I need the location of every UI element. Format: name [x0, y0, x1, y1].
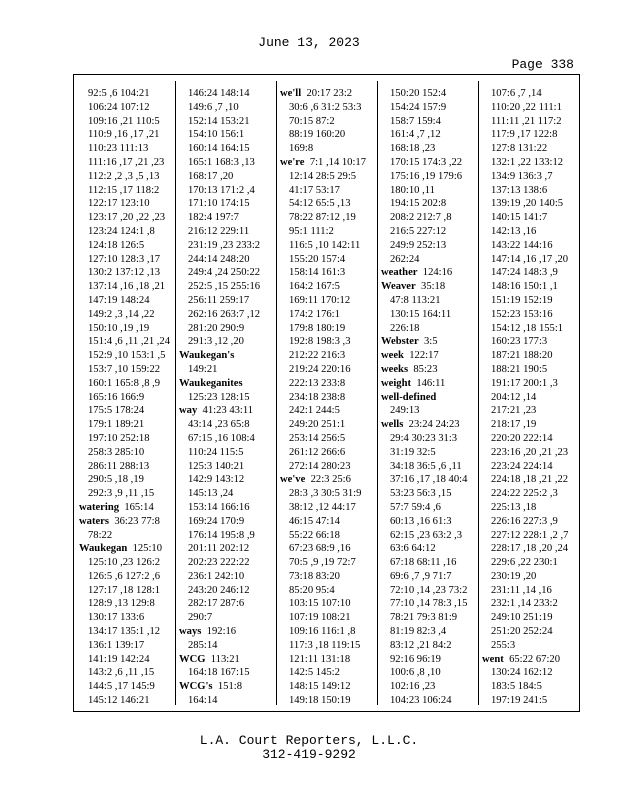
index-entry-line: 134:9 136:3 ,7 — [491, 170, 553, 182]
index-entry-line: 137:13 138:6 — [491, 184, 548, 196]
index-entry-line: 218:17 ,19 — [491, 419, 537, 431]
index-headword: Waukegan's — [179, 350, 235, 362]
index-entry-line: 102:16 ,23 — [390, 681, 436, 693]
index-entry-line: 227:12 228:1 ,2 ,7 — [491, 529, 569, 541]
index-entry-line: 47:8 113:21 — [390, 294, 441, 306]
index-entry-line: 62:15 ,23 63:2 ,3 — [390, 529, 463, 541]
index-headword: waters — [79, 515, 110, 527]
index-entry-line: 67:18 68:11 ,16 — [390, 557, 457, 569]
index-entry-line: 149:21 — [188, 363, 218, 375]
index-entry-line: 125:23 128:15 — [188, 391, 250, 403]
index-headword: weeks — [381, 363, 409, 375]
index-entry-line: 161:4 ,7 ,12 — [390, 129, 441, 141]
index-entry-line: 286:11 288:13 — [88, 460, 150, 472]
index-entry-line: 124:18 126:5 — [88, 239, 145, 251]
index-entry-line: 222:13 233:8 — [289, 377, 346, 389]
index-entry-line: 142:13 ,16 — [491, 225, 537, 237]
index-entry-line: 228:17 ,18 ,20 ,24 — [491, 543, 569, 555]
footer-phone: 312-419-9292 — [262, 747, 356, 762]
index-entry-word — [79, 501, 177, 515]
index-references: 125:10 — [127, 543, 163, 555]
index-entry-line: 53:23 56:3 ,15 — [390, 488, 452, 500]
index-entry-line: 194:15 202:8 — [390, 198, 447, 210]
index-entry-line: 223:16 ,20 ,21 ,23 — [491, 446, 569, 458]
index-entry-line: 55:22 66:18 — [289, 529, 340, 541]
index-references: 192:16 — [201, 626, 237, 638]
index-entry-line: 54:12 65:5 ,13 — [289, 198, 351, 210]
index-entry-line: 216:5 227:12 — [390, 225, 447, 237]
index-entry-line: 249:4 ,24 250:22 — [188, 267, 261, 279]
index-entry-line: 231:19 ,23 233:2 — [188, 239, 261, 251]
index-references: 146:11 — [411, 377, 446, 389]
column-divider — [478, 81, 479, 705]
index-references: 41:23 43:11 — [197, 405, 254, 417]
index-headword: ways — [179, 626, 202, 638]
index-entry-line: 112:15 ,17 118:2 — [88, 184, 160, 196]
index-entry-line: 219:24 220:16 — [289, 363, 351, 375]
index-entry-line: 150:10 ,19 ,19 — [88, 322, 150, 334]
footer-company: L.A. Court Reporters, L.L.C. — [199, 733, 419, 748]
column-divider — [276, 81, 277, 705]
index-entry-line: 243:20 246:12 — [188, 584, 250, 596]
index-entry-line: 160:1 165:8 ,8 ,9 — [88, 377, 161, 389]
index-entry-line: 130:15 164:11 — [390, 308, 452, 320]
index-entry-line: 134:17 135:1 ,12 — [88, 626, 161, 638]
index-entry-line: 12:14 28:5 29:5 — [289, 170, 357, 182]
index-entry-line: 192:8 198:3 ,3 — [289, 336, 351, 348]
index-entry-line: 34:18 36:5 ,6 ,11 — [390, 460, 462, 472]
index-entry-line: 204:12 ,14 — [491, 391, 537, 403]
index-entry-line: 249:20 251:1 — [289, 419, 346, 431]
index-entry-line: 201:11 202:12 — [188, 543, 250, 555]
index-entry-line: 225:13 ,18 — [491, 501, 537, 513]
index-entry-line: 144:5 ,17 145:9 — [88, 681, 155, 693]
index-entry-line: 224:18 ,18 ,21 ,22 — [491, 474, 569, 486]
index-entry-line: 281:20 290:9 — [188, 322, 245, 334]
index-entry-line: 70:5 ,9 ,19 72:7 — [289, 557, 356, 569]
index-entry-line: 232:1 ,14 233:2 — [491, 598, 558, 610]
index-entry-word — [179, 680, 277, 694]
index-references: 23:24 24:23 — [403, 419, 460, 431]
index-entry-line: 38:12 ,12 44:17 — [289, 501, 356, 513]
index-entry-line: 165:16 166:9 — [88, 391, 145, 403]
index-entry-line: 223:24 224:14 — [491, 460, 553, 472]
index-entry-line: 226:18 — [390, 322, 420, 334]
index-entry-line: 107:6 ,7 ,14 — [491, 88, 542, 99]
index-entry-line: 137:14 ,16 ,18 ,21 — [88, 281, 166, 293]
index-entry-line: 179:8 180:19 — [289, 322, 346, 334]
index-entry-line: 127:8 131:22 — [491, 143, 548, 155]
index-entry-line: 234:18 238:8 — [289, 391, 346, 403]
index-entry-word — [79, 515, 177, 529]
index-entry-line: 249:10 251:19 — [491, 612, 553, 624]
index-entry-line: 291:3 ,12 ,20 — [188, 336, 244, 348]
index-references: 3:5 — [418, 336, 438, 348]
index-entry-line: 151:4 ,6 ,11 ,21 ,24 — [88, 336, 171, 348]
index-entry-line: 208:2 212:7 ,8 — [390, 212, 452, 224]
index-entry-line: 125:10 ,23 126:2 — [88, 557, 161, 569]
index-entry-line: 290:7 — [188, 612, 213, 624]
index-entry-line: 57:7 59:4 ,6 — [390, 501, 441, 513]
index-entry-line: 148:15 149:12 — [289, 681, 351, 693]
index-entry-line: 191:17 200:1 ,3 — [491, 377, 558, 389]
index-entry-line: 158:7 159:4 — [390, 115, 441, 127]
index-entry-line: 231:11 ,14 ,16 — [491, 584, 552, 596]
index-entry-line: 217:21 ,23 — [491, 405, 537, 417]
index-entry-word — [179, 404, 277, 418]
page-number: Page 338 — [511, 57, 574, 72]
index-entry-line: 149:2 ,3 ,14 ,22 — [88, 308, 155, 320]
index-entry-line: 229:6 ,22 230:1 — [491, 557, 558, 569]
index-entry-line: 103:15 107:10 — [289, 598, 351, 610]
index-headword: we're — [280, 156, 305, 168]
index-entry-line: 169:11 170:12 — [289, 294, 351, 306]
index-entry-line: 147:14 ,16 ,17 ,20 — [491, 253, 569, 265]
index-entry-line: 152:23 153:16 — [491, 308, 553, 320]
index-entry-line: 292:3 ,9 ,11 ,15 — [88, 488, 155, 500]
index-headword: weight — [381, 377, 412, 389]
index-entry-line: 130:24 162:12 — [491, 667, 553, 679]
index-entry-line: 253:14 256:5 — [289, 432, 346, 444]
index-entry-line: 148:16 150:1 ,1 — [491, 281, 558, 293]
index-entry-line: 160:23 177:3 — [491, 336, 548, 348]
index-entry-line: 72:10 ,14 ,23 73:2 — [390, 584, 468, 596]
index-entry-line: 147:24 148:3 ,9 — [491, 267, 558, 279]
index-entry-line: 236:1 242:10 — [188, 570, 245, 582]
index-entry-word — [381, 418, 479, 432]
index-entry-line: 110:20 ,22 111:1 — [491, 101, 562, 113]
index-column-5 — [482, 87, 580, 708]
index-entry-line: 220:20 222:14 — [491, 432, 553, 444]
index-entry-line: 176:14 195:8 ,9 — [188, 529, 255, 541]
index-entry-line: 145:12 146:21 — [88, 695, 150, 707]
index-entry-line: 142:9 143:12 — [188, 474, 245, 486]
index-entry-line: 85:20 95:4 — [289, 584, 335, 596]
index-entry-word — [381, 349, 479, 363]
index-entry-line: 67:15 ,16 108:4 — [188, 432, 255, 444]
index-entry-line: 143:2 ,6 ,11 ,15 — [88, 667, 155, 679]
index-entry-line: 147:19 148:24 — [88, 294, 150, 306]
index-entry-line: 109:16 ,21 110:5 — [88, 115, 160, 127]
index-entry-line: 154:10 156:1 — [188, 129, 245, 141]
index-references: 20:17 23:2 — [301, 88, 353, 99]
index-entry-line: 170:13 171:2 ,4 — [188, 184, 255, 196]
index-entry-line: 174:2 176:1 — [289, 308, 340, 320]
index-entry-line: 170:15 174:3 ,22 — [390, 156, 463, 168]
index-entry-line: 81:19 82:3 ,4 — [390, 626, 447, 638]
index-frame — [73, 74, 580, 712]
index-entry-line: 155:20 157:4 — [289, 253, 346, 265]
index-entry-line: 216:12 229:11 — [188, 225, 250, 237]
index-entry-line: 149:6 ,7 ,10 — [188, 101, 239, 113]
index-entry-line: 158:14 161:3 — [289, 267, 346, 279]
index-entry-line: 125:3 140:21 — [188, 460, 245, 472]
column-divider — [377, 81, 378, 705]
index-entry-line: 164:18 167:15 — [188, 667, 250, 679]
index-headword: Webster — [381, 336, 419, 348]
index-entry-line: 262:16 263:7 ,12 — [188, 308, 261, 320]
index-entry-line: 154:24 157:9 — [390, 101, 447, 113]
index-entry-line: 123:24 124:1 ,8 — [88, 225, 155, 237]
index-references: 65:22 67:20 — [503, 653, 560, 665]
index-entry-line: 140:15 141:7 — [491, 212, 548, 224]
index-column-1 — [79, 87, 177, 708]
index-entry-line: 70:15 87:2 — [289, 115, 335, 127]
index-entry-line: 164:2 167:5 — [289, 281, 340, 293]
index-entry-line: 37:16 ,17 ,18 40:4 — [390, 474, 468, 486]
index-entry-line: 255:3 — [491, 639, 516, 651]
index-entry-line: 130:2 137:12 ,13 — [88, 267, 161, 279]
index-entry-line: 127:17 ,18 128:1 — [88, 584, 161, 596]
index-entry-line: 123:17 ,20 ,22 ,23 — [88, 212, 166, 224]
index-entry-word — [482, 653, 580, 667]
index-entry-line: 249:9 252:13 — [390, 239, 447, 251]
index-entry-word — [79, 542, 177, 556]
index-entry-word — [381, 335, 479, 349]
index-entry-line: 212:22 216:3 — [289, 350, 346, 362]
index-entry-line: 43:14 ,23 65:8 — [188, 419, 250, 431]
index-references: 165:14 — [119, 501, 154, 513]
index-headword: WCG — [179, 653, 206, 665]
index-entry-line: 141:19 142:24 — [88, 653, 150, 665]
index-entry-line: 230:19 ,20 — [491, 570, 537, 582]
index-entry-line: 77:10 ,14 78:3 ,15 — [390, 598, 468, 610]
index-entry-line: 249:13 — [390, 405, 420, 417]
index-entry-line: 78:22 87:12 ,19 — [289, 212, 356, 224]
index-column-2 — [179, 87, 277, 708]
index-entry-line: 30:6 ,6 31:2 53:3 — [289, 101, 362, 113]
index-entry-line: 187:21 188:20 — [491, 350, 553, 362]
index-entry-line: 78:22 — [88, 529, 113, 541]
index-entry-line: 83:12 ,21 84:2 — [390, 639, 452, 651]
index-entry-line: 183:5 184:5 — [491, 681, 542, 693]
index-entry-line: 78:21 79:3 81:9 — [390, 612, 458, 624]
index-entry-line: 116:5 ,10 142:11 — [289, 239, 361, 251]
index-headword: went — [482, 653, 504, 665]
index-entry-word — [381, 363, 479, 377]
index-entry-word — [381, 391, 479, 405]
index-headword: Waukeganites — [179, 377, 243, 389]
index-entry-word — [280, 87, 378, 101]
index-entry-line: 31:19 32:5 — [390, 446, 436, 458]
index-entry-line: 258:3 285:10 — [88, 446, 145, 458]
index-entry-line: 197:19 241:5 — [491, 695, 548, 707]
index-entry-line: 122:17 123:10 — [88, 198, 150, 210]
index-entry-line: 92:16 96:19 — [390, 653, 441, 665]
index-entry-word — [280, 473, 378, 487]
index-entry-line: 146:24 148:14 — [188, 88, 250, 99]
index-entry-line: 169:24 170:9 — [188, 515, 245, 527]
index-entry-line: 282:17 287:6 — [188, 598, 245, 610]
index-entry-line: 127:10 128:3 ,17 — [88, 253, 161, 265]
index-entry-line: 151:19 152:19 — [491, 294, 553, 306]
index-entry-line: 149:18 150:19 — [289, 695, 351, 707]
index-entry-line: 182:4 197:7 — [188, 212, 239, 224]
index-entry-word — [179, 625, 277, 639]
index-references: 85:23 — [408, 363, 438, 375]
index-headword: we've — [280, 474, 306, 486]
index-headword: way — [179, 405, 198, 417]
index-entry-line: 180:10 ,11 — [390, 184, 435, 196]
index-entry-line: 60:13 ,16 61:3 — [390, 515, 452, 527]
index-references: 36:23 77:8 — [109, 515, 160, 527]
index-entry-line: 104:23 106:24 — [390, 695, 452, 707]
index-entry-line: 285:14 — [188, 639, 218, 651]
index-entry-word — [381, 280, 479, 294]
index-entry-line: 110:24 115:5 — [188, 446, 244, 458]
index-entry-line: 132:1 ,22 133:12 — [491, 156, 564, 168]
index-entry-line: 261:12 266:6 — [289, 446, 346, 458]
index-entry-line: 142:5 145:2 — [289, 667, 340, 679]
index-references: 113:21 — [205, 653, 240, 665]
index-entry-line: 109:16 116:1 ,8 — [289, 626, 356, 638]
index-entry-line: 153:7 ,10 159:22 — [88, 363, 161, 375]
index-entry-line: 117:3 ,18 119:15 — [289, 639, 361, 651]
index-references: 22:3 25:6 — [305, 474, 351, 486]
index-entry-line: 110:9 ,16 ,17 ,21 — [88, 129, 160, 141]
index-references: 35:18 — [415, 281, 446, 293]
index-column-3 — [280, 87, 378, 708]
index-entry-line: 197:10 252:18 — [88, 432, 150, 444]
index-headword: WCG's — [179, 681, 213, 693]
index-entry-line: 179:1 189:21 — [88, 419, 145, 431]
index-entry-line: 226:16 227:3 ,9 — [491, 515, 558, 527]
index-headword: well-defined — [381, 391, 437, 403]
index-references: 122:17 — [403, 350, 439, 362]
index-headword: weather — [381, 267, 418, 279]
index-entry-line: 175:5 178:24 — [88, 405, 145, 417]
index-entry-line: 128:9 ,13 129:8 — [88, 598, 155, 610]
index-entry-line: 256:11 259:17 — [188, 294, 250, 306]
index-entry-line: 171:10 174:15 — [188, 198, 250, 210]
index-entry-line: 251:20 252:24 — [491, 626, 553, 638]
index-entry-line: 242:1 244:5 — [289, 405, 340, 417]
index-entry-line: 169:8 — [289, 143, 314, 155]
index-entry-line: 88:19 160:20 — [289, 129, 346, 141]
index-entry-line: 111:16 ,17 ,21 ,23 — [88, 156, 165, 168]
index-entry-line: 111:11 ,21 117:2 — [491, 115, 562, 127]
index-entry-line: 112:2 ,2 ,3 ,5 ,13 — [88, 170, 160, 182]
index-column-4 — [381, 87, 479, 708]
index-headword: watering — [79, 501, 120, 513]
index-entry-line: 150:20 152:4 — [390, 88, 447, 99]
index-entry-line: 202:23 222:22 — [188, 557, 250, 569]
index-entry-line: 121:11 131:18 — [289, 653, 351, 665]
index-entry-line: 168:18 ,23 — [390, 143, 436, 155]
index-entry-line: 175:16 ,19 179:6 — [390, 170, 463, 182]
index-entry-line: 73:18 83:20 — [289, 570, 340, 582]
index-entry-line: 107:19 108:21 — [289, 612, 351, 624]
index-references: 7:1 ,14 10:17 — [304, 156, 367, 168]
index-entry-line: 290:5 ,18 ,19 — [88, 474, 144, 486]
index-entry-line: 63:6 64:12 — [390, 543, 436, 555]
index-entry-line: 143:22 144:16 — [491, 239, 553, 251]
index-entry-line: 262:24 — [390, 253, 420, 265]
index-entry-line: 152:14 153:21 — [188, 115, 250, 127]
index-headword: we'll — [280, 88, 302, 99]
index-entry-line: 69:6 ,7 ,9 71:7 — [390, 570, 452, 582]
index-entry-line: 168:17 ,20 — [188, 170, 234, 182]
index-entry-line: 139:19 ,20 140:5 — [491, 198, 564, 210]
index-entry-line: 154:12 ,18 155:1 — [491, 322, 564, 334]
index-entry-line: 188:21 190:5 — [491, 363, 548, 375]
header-date: June 13, 2023 — [258, 35, 360, 50]
index-entry-line: 224:22 225:2 ,3 — [491, 488, 558, 500]
index-entry-line: 117:9 ,17 122:8 — [491, 129, 558, 141]
index-entry-word — [179, 349, 277, 363]
index-entry-line: 100:6 ,8 ,10 — [390, 667, 441, 679]
index-entry-line: 165:1 168:3 ,13 — [188, 156, 255, 168]
index-entry-word — [179, 653, 277, 667]
index-entry-line: 67:23 68:9 ,16 — [289, 543, 351, 555]
index-entry-line: 29:4 30:23 31:3 — [390, 432, 458, 444]
index-entry-line: 164:14 — [188, 695, 218, 707]
index-references: 151:8 — [212, 681, 242, 693]
index-entry-line: 95:1 111:2 — [289, 225, 334, 237]
index-entry-line: 110:23 111:13 — [88, 143, 149, 155]
index-entry-line: 145:13 ,24 — [188, 488, 234, 500]
index-entry-line: 244:14 248:20 — [188, 253, 250, 265]
index-entry-line: 272:14 280:23 — [289, 460, 351, 472]
index-entry-line: 126:5 ,6 127:2 ,6 — [88, 570, 161, 582]
index-entry-line: 92:5 ,6 104:21 — [88, 88, 150, 99]
index-entry-line: 28:3 ,3 30:5 31:9 — [289, 488, 362, 500]
index-headword: Waukegan — [79, 543, 128, 555]
index-headword: Weaver — [381, 281, 416, 293]
index-headword: week — [381, 350, 404, 362]
index-references: 124:16 — [417, 267, 453, 279]
index-entry-word — [381, 377, 479, 391]
index-headword: wells — [381, 419, 404, 431]
index-entry-line: 252:5 ,15 255:16 — [188, 281, 261, 293]
index-entry-line: 130:17 133:6 — [88, 612, 145, 624]
index-entry-word — [179, 377, 277, 391]
index-entry-line: 153:14 166:16 — [188, 501, 250, 513]
index-entry-line: 46:15 47:14 — [289, 515, 340, 527]
index-entry-word — [381, 266, 479, 280]
index-entry-line: 160:14 164:15 — [188, 143, 250, 155]
index-entry-line: 152:9 ,10 153:1 ,5 — [88, 350, 166, 362]
column-divider — [175, 81, 176, 705]
index-entry-line: 41:17 53:17 — [289, 184, 340, 196]
index-entry-word — [280, 156, 378, 170]
index-entry-line: 136:1 139:17 — [88, 639, 145, 651]
index-entry-line: 106:24 107:12 — [88, 101, 150, 113]
